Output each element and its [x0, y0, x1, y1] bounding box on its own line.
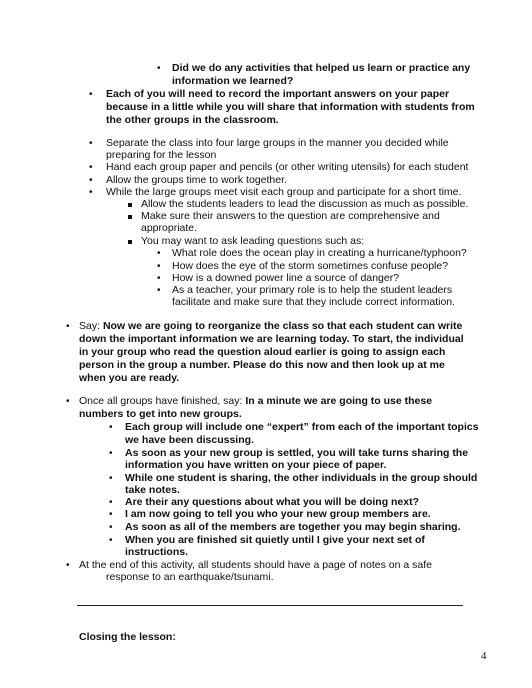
- list-item-text: preparing for the lesson: [106, 149, 217, 161]
- once-line: [79, 395, 432, 408]
- list-item-text: because in a little while you will share that information with students from: [106, 101, 475, 113]
- bullet-icon: •: [89, 162, 93, 173]
- bullet-icon: •: [109, 497, 113, 508]
- list-item-text: I am now going to tell you who your new group members are.: [125, 508, 431, 520]
- list-item-text: At the end of this activity, all students should have a page of notes on a safe: [79, 559, 432, 571]
- once-bold: numbers to get into new groups.: [79, 408, 242, 420]
- list-item-text: appropriate.: [141, 222, 198, 234]
- bullet-icon: •: [66, 321, 70, 332]
- list-item-text: facilitate and make sure that they include correct information.: [172, 296, 456, 308]
- section-heading: Closing the lesson:: [79, 631, 176, 643]
- list-item-text: Did we do any activities that helped us learn or practice any: [172, 62, 471, 74]
- square-bullet-icon: [128, 203, 132, 207]
- list-item-text: Each of you will need to record the important answers on your paper: [106, 88, 450, 100]
- list-item-text: While one student is sharing, the other individuals in the group should: [125, 472, 478, 484]
- bullet-icon: •: [89, 175, 93, 186]
- list-item-text: take notes.: [125, 484, 180, 496]
- list-item-text: As a teacher, your primary role is to help the student leaders: [172, 284, 453, 296]
- bullet-icon: •: [109, 473, 113, 484]
- list-item-text: While the large groups meet visit each group and participate for a short time.: [106, 186, 462, 198]
- list-item-text: we have been discussing.: [125, 434, 254, 446]
- list-item-text: What role does the ocean play in creating a hurricane/typhoon?: [172, 247, 467, 259]
- once-lead: Once all groups have finished, say:: [79, 395, 243, 407]
- list-item-text: Separate the class into four large groups in the manner you decided while: [106, 137, 449, 149]
- bullet-icon: •: [89, 187, 93, 198]
- list-item-text: You may want to ask leading questions such as:: [141, 235, 365, 247]
- bullet-icon: •: [89, 89, 93, 100]
- say-text: person in the group a number. Please do this now and then look up at me: [79, 359, 445, 371]
- list-item-text: Are their any questions about what you will be doing next?: [125, 496, 420, 508]
- bullet-icon: •: [109, 422, 113, 433]
- bullet-icon: •: [157, 273, 161, 284]
- list-item-text: Allow the groups time to work together.: [106, 174, 287, 186]
- bullet-icon: •: [157, 63, 161, 74]
- square-bullet-icon: [128, 240, 132, 244]
- list-item-text: When you are finished sit quietly until I give your next set of: [125, 534, 425, 546]
- say-text: down the important information we are learning today. To start, the individual: [79, 333, 464, 345]
- list-item-text: Hand each group paper and pencils (or other writing utensils) for each student: [106, 161, 469, 173]
- list-item-text: response to an earthquake/tsunami.: [106, 571, 274, 583]
- list-item-text: Each group will include one “expert” from each of the important topics: [125, 421, 479, 433]
- bullet-icon: •: [66, 560, 70, 571]
- bullet-icon: •: [89, 138, 93, 149]
- list-item-text: As soon as your new group is settled, you will take turns sharing the: [125, 447, 469, 459]
- bullet-icon: •: [157, 285, 161, 296]
- horizontal-divider: [77, 605, 463, 606]
- say-text: in your group who read the question aloud earlier is going to assign each: [79, 346, 446, 358]
- bullet-icon: •: [157, 248, 161, 259]
- square-bullet-icon: [128, 215, 132, 219]
- list-item-text: How is a downed power line a source of danger?: [172, 272, 400, 284]
- say-line: [79, 320, 462, 333]
- bullet-icon: •: [109, 535, 113, 546]
- list-item-text: information we learned?: [172, 75, 294, 87]
- say-text: Now we are going to reorganize the class so that each student can write: [102, 320, 463, 332]
- bullet-icon: •: [109, 448, 113, 459]
- list-item-text: the other groups in the classroom.: [106, 114, 279, 126]
- list-item-text: Allow the students leaders to lead the discussion as much as possible.: [141, 198, 469, 210]
- bullet-icon: •: [157, 261, 161, 272]
- list-item-text: instructions.: [125, 546, 189, 558]
- bullet-icon: •: [109, 509, 113, 520]
- page-number: 4: [481, 650, 487, 662]
- say-text: when you are ready.: [79, 372, 180, 384]
- bullet-icon: •: [109, 522, 113, 533]
- list-item-text: How does the eye of the storm sometimes confuse people?: [172, 260, 449, 272]
- list-item-text: information you have written on your piece of paper.: [125, 459, 387, 471]
- list-item-text: Make sure their answers to the question are comprehensive and: [141, 210, 440, 222]
- say-label: Say:: [79, 320, 101, 332]
- list-item-text: As soon as all of the members are together you may begin sharing.: [125, 521, 461, 533]
- bullet-icon: •: [66, 396, 70, 407]
- once-bold: In a minute we are going to use these: [245, 395, 433, 407]
